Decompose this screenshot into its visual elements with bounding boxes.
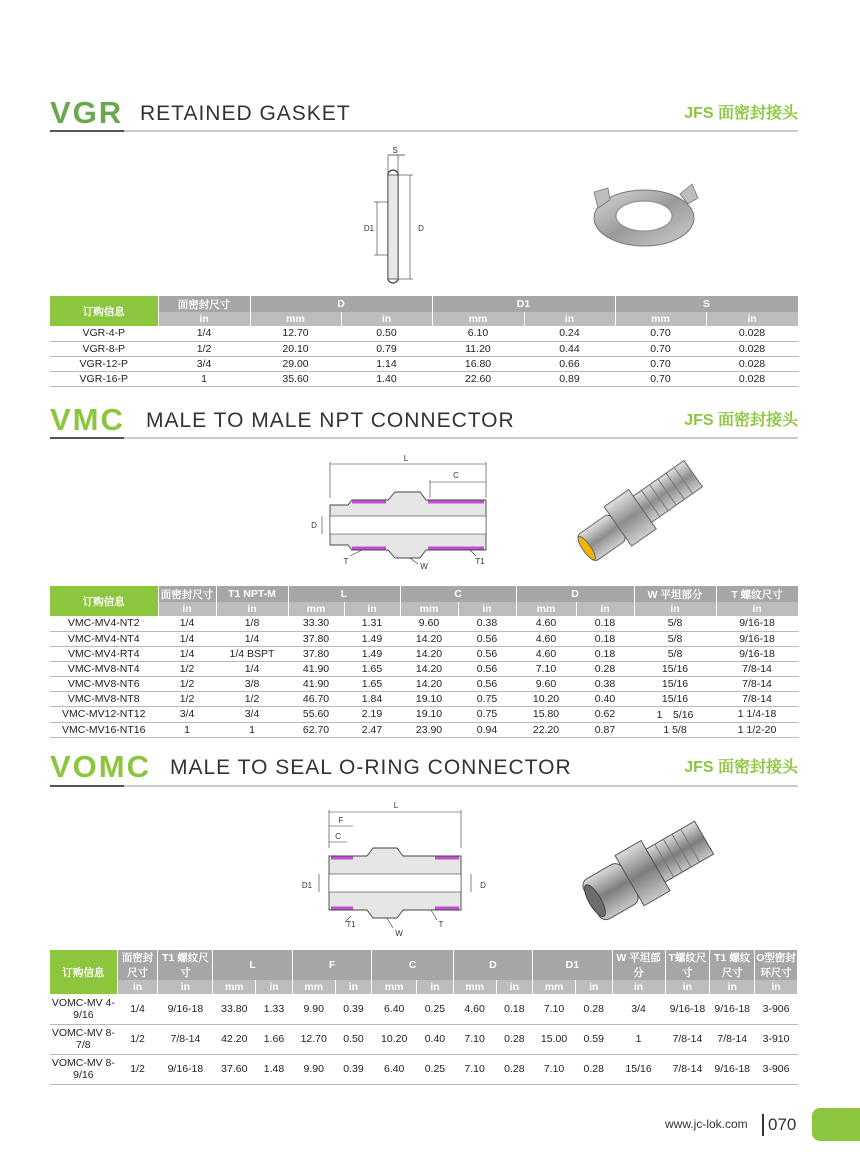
table-cell: 4.60 (516, 616, 576, 631)
table-cell: 0.56 (458, 676, 516, 691)
part-number-cell: VMC-MV8-NT4 (50, 661, 158, 676)
table-cell: 0.79 (341, 341, 432, 356)
table-unit-header: mm (213, 980, 256, 994)
vomc-product-name: MALE TO SEAL O-RING CONNECTOR (170, 756, 572, 779)
vgr-category-tag: JFS 面密封接头 (684, 105, 798, 122)
table-cell: 9/16-18 (158, 1054, 213, 1084)
table-row (50, 691, 798, 706)
vmc-category-tag: JFS 面密封接头 (684, 412, 798, 429)
table-cell: 0.62 (576, 706, 634, 722)
table-cell: 0.028 (706, 371, 798, 386)
table-cell: 4.60 (516, 631, 576, 646)
table-cell: 0.38 (458, 616, 516, 631)
table-cell: 1 5/16 (634, 706, 716, 722)
table-cell: 1.84 (344, 691, 400, 706)
vomc-dim-c-label: C (335, 832, 341, 841)
table-group-header: F (292, 950, 371, 980)
table-cell: 41.90 (288, 661, 344, 676)
table-unit-header: in (634, 602, 716, 616)
table-cell: 37.80 (288, 646, 344, 661)
table-cell: 9/16-18 (710, 1054, 755, 1084)
table-cell: 7.10 (533, 1054, 576, 1084)
part-number-cell: VGR-4-P (50, 326, 158, 341)
table-unit-header: in (216, 602, 288, 616)
page-number: 070 (768, 1115, 797, 1134)
table-cell: 1.48 (256, 1054, 293, 1084)
table-group-header: C (372, 950, 453, 980)
table-cell: 1/4 (117, 994, 158, 1024)
table-cell: 7/8-14 (716, 676, 798, 691)
table-cell: 1 1/4-18 (716, 706, 798, 722)
table-cell: 0.56 (458, 661, 516, 676)
table-unit-header: mm (292, 980, 335, 994)
table-cell: 14.20 (400, 646, 458, 661)
footer-accent-tab (812, 1108, 860, 1141)
vomc-category-tag: JFS 面密封接头 (684, 759, 798, 776)
table-cell: 1/4 (158, 326, 250, 341)
table-unit-header: mm (250, 312, 341, 326)
table-cell: 22.20 (516, 722, 576, 737)
vmc-product-name: MALE TO MALE NPT CONNECTOR (146, 409, 515, 432)
table-cell: 15/16 (634, 691, 716, 706)
table-cell: 1.31 (344, 616, 400, 631)
table-cell: 0.70 (615, 356, 706, 371)
table-cell: 15.80 (516, 706, 576, 722)
table-cell: 9/16-18 (665, 994, 710, 1024)
table-cell: 10.20 (372, 1024, 417, 1054)
table-cell: 0.028 (706, 326, 798, 341)
table-cell: 0.39 (335, 994, 372, 1024)
vomc-dim-d1-label: D1 (301, 881, 313, 890)
part-number-cell: VMC-MV4-RT4 (50, 646, 158, 661)
table-cell: 35.60 (250, 371, 341, 386)
table-cell: 0.028 (706, 356, 798, 371)
table-unit-header: in (576, 602, 634, 616)
vgr-spec-table (50, 296, 799, 387)
vmc-product-code: VMC (50, 402, 125, 437)
table-cell: 0.39 (335, 1054, 372, 1084)
table-cell: 37.60 (213, 1054, 256, 1084)
table-cell: 1.65 (344, 661, 400, 676)
table-cell: 0.75 (458, 706, 516, 722)
table-cell: 0.66 (524, 356, 615, 371)
vomc-order-info-header: 订购信息 (50, 950, 117, 994)
table-cell: 0.70 (615, 371, 706, 386)
table-group-header: T1 螺纹尺寸 (710, 950, 755, 980)
table-cell: 3/4 (612, 994, 665, 1024)
table-cell: 7.10 (533, 994, 576, 1024)
table-cell: 0.25 (417, 1054, 454, 1084)
table-unit-header: in (458, 602, 516, 616)
table-row (50, 706, 798, 722)
table-cell: 3/8 (216, 676, 288, 691)
table-unit-header: in (344, 602, 400, 616)
table-cell: 23.90 (400, 722, 458, 737)
table-unit-header: mm (432, 312, 524, 326)
table-group-header: 面密封尺寸 (117, 950, 158, 980)
table-unit-header: in (117, 980, 158, 994)
table-cell: 9.90 (292, 1054, 335, 1084)
part-number-cell: VMC-MV8-NT6 (50, 676, 158, 691)
table-group-header: 面密封尺寸 (158, 586, 216, 602)
table-cell: 5/8 (634, 616, 716, 631)
table-cell: 6.40 (372, 1054, 417, 1084)
table-cell: 1.65 (344, 676, 400, 691)
table-cell: 1 1/2-20 (716, 722, 798, 737)
vmc-dim-w-label: W (420, 562, 428, 571)
table-cell: 0.28 (575, 994, 612, 1024)
table-unit-header: in (417, 980, 454, 994)
table-unit-header: in (158, 980, 213, 994)
table-cell: 7.10 (453, 1054, 496, 1084)
table-cell: 10.20 (516, 691, 576, 706)
vomc-dim-f-label: F (338, 816, 344, 825)
table-unit-header: mm (400, 602, 458, 616)
footer-website-link[interactable]: www.jc-lok.com (665, 1117, 748, 1131)
table-cell: 0.75 (458, 691, 516, 706)
vgr-dim-d-label: D (418, 224, 424, 233)
table-unit-header: in (158, 602, 216, 616)
table-cell: 0.028 (706, 341, 798, 356)
table-cell: 0.70 (615, 341, 706, 356)
table-cell: 42.20 (213, 1024, 256, 1054)
table-cell: 0.56 (458, 631, 516, 646)
table-cell: 0.25 (417, 994, 454, 1024)
vomc-spec-table (50, 950, 798, 1085)
part-number-cell: VGR-16-P (50, 371, 158, 386)
table-cell: 1 (158, 371, 250, 386)
table-unit-header: mm (516, 602, 576, 616)
table-cell: 19.10 (400, 706, 458, 722)
vgr-product-name: RETAINED GASKET (140, 102, 351, 125)
table-row (50, 371, 798, 386)
table-cell: 9.90 (292, 994, 335, 1024)
table-cell: 14.20 (400, 676, 458, 691)
table-cell: 9.60 (400, 616, 458, 631)
table-cell: 7.10 (453, 1024, 496, 1054)
table-cell: 37.80 (288, 631, 344, 646)
table-group-header: D1 (533, 950, 612, 980)
table-cell: 9.60 (516, 676, 576, 691)
table-cell: 41.90 (288, 676, 344, 691)
table-cell: 1/4 (216, 661, 288, 676)
table-group-header: T1 NPT-M (216, 586, 288, 602)
table-cell: 20.10 (250, 341, 341, 356)
table-cell: 0.28 (575, 1054, 612, 1084)
table-cell: 7/8-14 (716, 661, 798, 676)
table-cell: 1/2 (158, 661, 216, 676)
table-group-header: D1 (432, 296, 615, 312)
table-unit-header: in (710, 980, 755, 994)
vgr-product-code: VGR (50, 95, 124, 130)
table-cell: 11.20 (432, 341, 524, 356)
table-cell: 29.00 (250, 356, 341, 371)
table-unit-header: mm (453, 980, 496, 994)
table-cell: 9/16-18 (158, 994, 213, 1024)
table-cell: 22.60 (432, 371, 524, 386)
table-cell: 0.59 (575, 1024, 612, 1054)
table-cell: 1/4 (158, 616, 216, 631)
table-cell: 3-906 (755, 1054, 798, 1084)
table-group-header: S (615, 296, 798, 312)
vgr-section-header (50, 96, 798, 130)
table-row (50, 1024, 798, 1054)
table-cell: 1.66 (256, 1024, 293, 1054)
table-cell: 1/4 (158, 646, 216, 661)
table-cell: 1 (216, 722, 288, 737)
table-group-header: O型密封环尺寸 (756, 952, 796, 979)
table-cell: 0.18 (576, 646, 634, 661)
table-cell: 1 5/8 (634, 722, 716, 737)
table-unit-header: in (158, 312, 250, 326)
table-cell: 1.33 (256, 994, 293, 1024)
table-unit-header: in (706, 312, 798, 326)
table-cell: 33.30 (288, 616, 344, 631)
vomc-dim-d-label: D (480, 881, 486, 890)
footer-divider (762, 1114, 764, 1136)
vmc-dim-l-label: L (403, 454, 409, 463)
table-row (50, 722, 798, 737)
table-cell: 0.38 (576, 676, 634, 691)
table-cell: 0.18 (576, 631, 634, 646)
table-cell: 14.20 (400, 661, 458, 676)
table-cell: 7/8-14 (716, 691, 798, 706)
table-cell: 5/8 (634, 631, 716, 646)
table-cell: 7/8-14 (710, 1024, 755, 1054)
table-cell: 15/16 (634, 676, 716, 691)
table-cell: 33.80 (213, 994, 256, 1024)
vomc-table-body (50, 994, 798, 1084)
table-cell: 3/4 (158, 706, 216, 722)
table-cell: 0.24 (524, 326, 615, 341)
vmc-product-image (568, 455, 718, 565)
vgr-order-info-header: 订购信息 (50, 296, 158, 326)
table-cell: 62.70 (288, 722, 344, 737)
table-cell: 4.60 (453, 994, 496, 1024)
vmc-divider (50, 437, 798, 439)
table-cell: 1/8 (216, 616, 288, 631)
vmc-table-body (50, 616, 798, 737)
vgr-dim-s-label: S (392, 146, 398, 155)
vomc-dim-w-label: W (395, 929, 403, 938)
table-unit-header: in (665, 980, 710, 994)
table-cell: 14.20 (400, 631, 458, 646)
table-group-header: L (213, 950, 292, 980)
vmc-dim-c-label: C (453, 471, 459, 480)
table-cell: 9/16-18 (710, 994, 755, 1024)
part-number-cell: VOMC-MV 8-7/8 (50, 1024, 117, 1054)
table-cell: 15.00 (533, 1024, 576, 1054)
table-cell: 1 (612, 1024, 665, 1054)
table-cell: 1.49 (344, 646, 400, 661)
part-number-cell: VGR-8-P (50, 341, 158, 356)
table-cell: 55.60 (288, 706, 344, 722)
table-unit-header: in (755, 980, 798, 994)
table-unit-header: in (335, 980, 372, 994)
table-cell: 0.50 (341, 326, 432, 341)
table-cell: 1/2 (117, 1054, 158, 1084)
table-unit-header: mm (288, 602, 344, 616)
table-cell: 7/8-14 (158, 1024, 213, 1054)
vgr-table-body (50, 326, 798, 386)
table-cell: 1/2 (117, 1024, 158, 1054)
part-number-cell: VMC-MV4-NT4 (50, 631, 158, 646)
table-row (50, 356, 798, 371)
table-cell: 3-910 (755, 1024, 798, 1054)
table-cell: 6.10 (432, 326, 524, 341)
table-cell: 1/2 (216, 691, 288, 706)
vmc-spec-table (50, 586, 799, 738)
table-cell: 0.40 (576, 691, 634, 706)
table-cell: 46.70 (288, 691, 344, 706)
table-cell: 0.89 (524, 371, 615, 386)
table-cell: 1/4 BSPT (216, 646, 288, 661)
table-unit-header: in (575, 980, 612, 994)
table-group-header: D (453, 950, 532, 980)
table-cell: 0.56 (458, 646, 516, 661)
table-cell: 16.80 (432, 356, 524, 371)
table-cell: 9/16-18 (716, 631, 798, 646)
table-cell: 15/16 (634, 661, 716, 676)
table-group-header: C (400, 586, 516, 602)
table-row (50, 1054, 798, 1084)
table-cell: 1/2 (158, 691, 216, 706)
table-cell: 1/4 (158, 631, 216, 646)
table-row (50, 616, 798, 631)
table-cell: 12.70 (250, 326, 341, 341)
table-cell: 1/2 (158, 676, 216, 691)
table-group-header: W 平坦部分 (612, 950, 665, 980)
vmc-dimension-drawing (300, 450, 500, 575)
table-row (50, 994, 798, 1024)
vomc-dim-t-label: T (438, 920, 444, 929)
part-number-cell: VMC-MV8-NT8 (50, 691, 158, 706)
table-cell: 1.40 (341, 371, 432, 386)
table-cell: 0.70 (615, 326, 706, 341)
table-row (50, 661, 798, 676)
table-cell: 0.87 (576, 722, 634, 737)
vomc-divider (50, 785, 798, 787)
part-number-cell: VMC-MV16-NT16 (50, 722, 158, 737)
table-row (50, 341, 798, 356)
part-number-cell: VOMC-MV 8-9/16 (50, 1054, 117, 1084)
table-cell: 0.28 (576, 661, 634, 676)
table-cell: 4.60 (516, 646, 576, 661)
vomc-dim-l-label: L (393, 801, 399, 810)
vgr-divider (50, 130, 798, 132)
table-cell: 9/16-18 (716, 616, 798, 631)
table-group-header: T螺纹尺寸 (665, 950, 710, 980)
table-row (50, 631, 798, 646)
table-group-header: D (250, 296, 432, 312)
vmc-dim-t1-label: T1 (475, 557, 485, 566)
vmc-dim-t-label: T (343, 557, 349, 566)
vgr-dimension-drawing (355, 145, 445, 290)
table-unit-header: in (716, 602, 798, 616)
table-group-header: 面密封尺寸 (158, 296, 250, 312)
table-cell: 1 (158, 722, 216, 737)
vomc-product-code: VOMC (50, 749, 151, 784)
table-group-header: L (288, 586, 400, 602)
part-number-cell: VGR-12-P (50, 356, 158, 371)
table-row (50, 326, 798, 341)
vomc-section-header (50, 750, 798, 784)
table-unit-header: in (341, 312, 432, 326)
table-cell: 3/4 (158, 356, 250, 371)
table-unit-header: in (524, 312, 615, 326)
part-number-cell: VMC-MV4-NT2 (50, 616, 158, 631)
vomc-dim-t1-label: T1 (346, 920, 356, 929)
table-cell: 3-906 (755, 994, 798, 1024)
vmc-section-header (50, 403, 798, 437)
table-unit-header: in (496, 980, 533, 994)
vomc-product-image (575, 812, 725, 927)
table-unit-header: in (612, 980, 665, 994)
table-unit-header: mm (533, 980, 576, 994)
table-row (50, 676, 798, 691)
table-cell: 0.50 (335, 1024, 372, 1054)
table-cell: 15/16 (612, 1054, 665, 1084)
table-cell: 7.10 (516, 661, 576, 676)
table-cell: 5/8 (634, 646, 716, 661)
table-cell: 1/2 (158, 341, 250, 356)
table-cell: 0.44 (524, 341, 615, 356)
vmc-dim-d-label: D (311, 521, 317, 530)
table-cell: 2.47 (344, 722, 400, 737)
table-group-header: T 螺纹尺寸 (716, 586, 798, 602)
vmc-order-info-header: 订购信息 (50, 586, 158, 616)
table-cell: 0.40 (417, 1024, 454, 1054)
vgr-dim-d1-label: D1 (363, 224, 375, 233)
table-cell: 7/8-14 (665, 1054, 710, 1084)
table-cell: 12.70 (292, 1024, 335, 1054)
table-cell: 7/8-14 (665, 1024, 710, 1054)
table-cell: 1.49 (344, 631, 400, 646)
table-cell: 9/16-18 (716, 646, 798, 661)
table-cell: 0.18 (496, 994, 533, 1024)
table-cell: 19.10 (400, 691, 458, 706)
table-cell: 0.94 (458, 722, 516, 737)
table-cell: 3/4 (216, 706, 288, 722)
vgr-product-image (588, 178, 703, 253)
table-cell: 1.14 (341, 356, 432, 371)
table-unit-header: mm (615, 312, 706, 326)
table-cell: 6.40 (372, 994, 417, 1024)
table-cell: 0.18 (576, 616, 634, 631)
part-number-cell: VMC-MV12-NT12 (50, 706, 158, 722)
table-unit-header: in (256, 980, 293, 994)
table-row (50, 646, 798, 661)
part-number-cell: VOMC-MV 4-9/16 (50, 994, 117, 1024)
table-group-header: W 平坦部分 (634, 586, 716, 602)
table-cell: 0.28 (496, 1024, 533, 1054)
table-cell: 2.19 (344, 706, 400, 722)
table-cell: 1/4 (216, 631, 288, 646)
table-group-header: D (516, 586, 634, 602)
table-cell: 0.28 (496, 1054, 533, 1084)
table-unit-header: mm (372, 980, 417, 994)
vomc-dimension-drawing (295, 798, 495, 940)
table-group-header: T1 螺纹尺寸 (158, 950, 213, 980)
